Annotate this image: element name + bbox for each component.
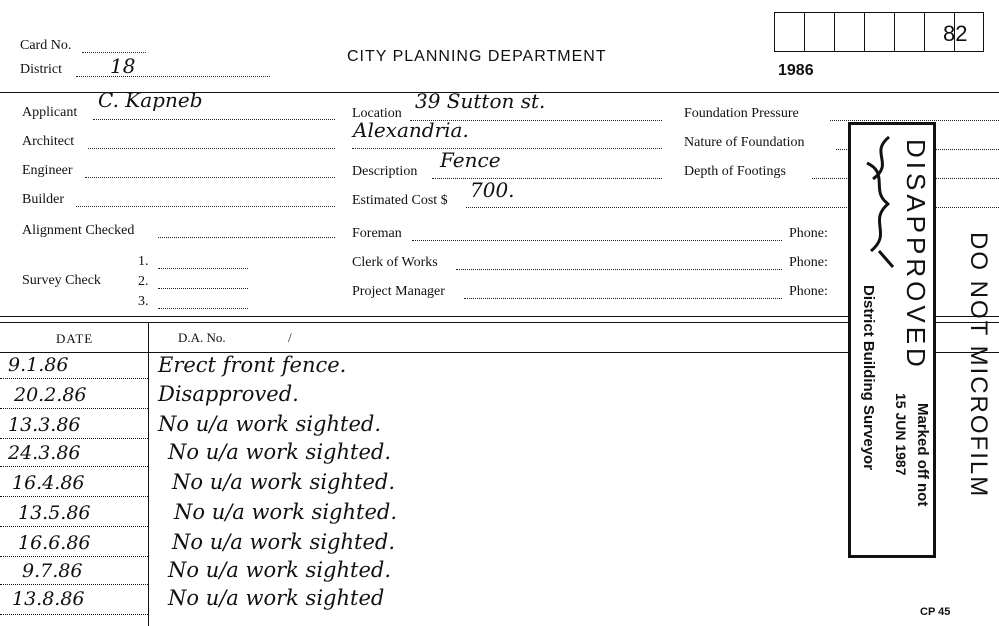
pm-line xyxy=(464,286,782,299)
stamp-date: 15 JUN 1987 xyxy=(893,393,909,476)
alignment-line xyxy=(158,225,335,238)
card-no-label: Card No. xyxy=(20,38,72,53)
do-not-microfilm: DO NOT MICROFILM xyxy=(965,232,992,499)
cost-label: Estimated Cost $ xyxy=(352,193,448,208)
stamp-marked-off: Marked off not xyxy=(914,403,931,507)
table-row xyxy=(0,352,860,382)
table-row xyxy=(0,470,860,500)
table-row xyxy=(0,586,860,616)
stamp-disapproved: DISAPPROVED xyxy=(901,139,931,371)
architect-line xyxy=(88,136,335,149)
date-header: DATE xyxy=(56,331,94,346)
table-row xyxy=(0,440,860,470)
row-date: 13.5.86 xyxy=(18,502,91,524)
nature-label: Nature of Foundation xyxy=(684,135,805,150)
card-number: 82 xyxy=(943,21,968,46)
survey-1-line xyxy=(158,256,248,269)
builder-label: Builder xyxy=(22,192,64,207)
foundation-pressure-line xyxy=(830,108,999,121)
survey-2: 2. xyxy=(138,274,149,289)
signature-icon xyxy=(859,133,899,273)
disapproved-stamp xyxy=(848,122,936,558)
row-entry: No u/a work sighted xyxy=(168,586,385,610)
row-date: 13.3.86 xyxy=(8,414,81,436)
row-date: 13.8.86 xyxy=(12,588,85,610)
table-row xyxy=(0,558,860,588)
depth-label: Depth of Footings xyxy=(684,164,786,179)
builder-line xyxy=(76,194,335,207)
district-line xyxy=(76,64,270,77)
description-value: Fence xyxy=(440,148,501,172)
row-entry: No u/a work sighted. xyxy=(158,412,381,436)
table-row xyxy=(0,382,860,412)
row-entry: No u/a work sighted. xyxy=(172,530,395,554)
foreman-phone-label: Phone: xyxy=(789,226,828,241)
da-header: D.A. No. xyxy=(178,330,226,345)
row-date: 9.1.86 xyxy=(8,354,69,376)
table-row xyxy=(0,530,860,560)
district-label: District xyxy=(20,62,62,77)
architect-label: Architect xyxy=(22,134,75,149)
pm-label: Project Manager xyxy=(352,284,445,299)
description-label: Description xyxy=(352,164,418,179)
survey-1: 1. xyxy=(138,254,149,269)
row-entry: Disapproved. xyxy=(158,382,299,406)
engineer-line xyxy=(85,165,335,178)
survey-2-line xyxy=(158,276,248,289)
survey-label: Survey Check xyxy=(22,273,101,288)
row-date: 20.2.86 xyxy=(14,384,87,406)
table-row xyxy=(0,500,860,530)
location-value: 39 Sutton st. xyxy=(415,89,546,113)
clerk-line xyxy=(456,257,782,270)
pm-phone-label: Phone: xyxy=(789,284,828,299)
row-date: 16.6.86 xyxy=(18,532,91,554)
district-value: 18 xyxy=(110,54,136,78)
row-entry: No u/a work sighted. xyxy=(168,558,391,582)
foreman-line xyxy=(412,228,782,241)
cost-value: 700. xyxy=(470,178,515,202)
row-date: 24.3.86 xyxy=(8,442,81,464)
engineer-label: Engineer xyxy=(22,163,73,178)
location-label: Location xyxy=(352,106,402,121)
alignment-label: Alignment Checked xyxy=(22,223,135,238)
row-date: 16.4.86 xyxy=(12,472,85,494)
survey-3-line xyxy=(158,296,248,309)
form-code: CP 45 xyxy=(920,606,951,618)
survey-3: 3. xyxy=(138,294,149,309)
applicant-value: C. Kapneb xyxy=(98,88,203,112)
applicant-label: Applicant xyxy=(22,105,78,120)
card-number-boxes xyxy=(774,12,984,52)
stamp-surveyor: District Building Surveyor xyxy=(860,285,877,471)
clerk-label: Clerk of Works xyxy=(352,255,438,270)
department-title: CITY PLANNING DEPARTMENT xyxy=(347,48,607,65)
clerk-phone-label: Phone: xyxy=(789,255,828,270)
row-entry: No u/a work sighted. xyxy=(174,500,397,524)
location-value-2: Alexandria. xyxy=(353,118,469,142)
foreman-label: Foreman xyxy=(352,226,402,241)
card-no-line xyxy=(82,40,146,53)
foundation-pressure-label: Foundation Pressure xyxy=(684,106,799,121)
row-date: 9.7.86 xyxy=(22,560,83,582)
row-entry: Erect front fence. xyxy=(158,353,347,377)
row-entry: No u/a work sighted. xyxy=(168,440,391,464)
year: 1986 xyxy=(778,62,814,79)
da-slash: / xyxy=(288,330,292,345)
table-row xyxy=(0,410,860,440)
row-entry: No u/a work sighted. xyxy=(172,470,395,494)
